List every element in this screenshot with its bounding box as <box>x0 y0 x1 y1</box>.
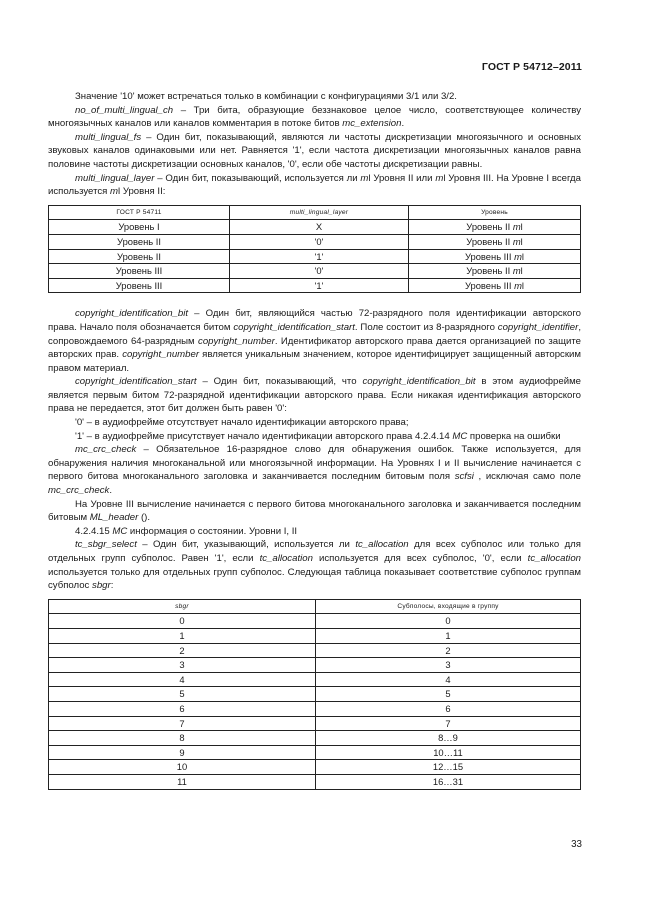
table-header-row <box>49 205 581 220</box>
table-row <box>49 658 581 673</box>
paragraph: На Уровне III вычисление начинается с первого битова многоканального заголовка и заканчивается последним битовым ML_header (). <box>48 498 581 524</box>
table-cell: Уровень III ml <box>409 249 581 264</box>
table-header-cell: Уровень <box>409 205 581 220</box>
table-cell: 0 <box>49 614 316 629</box>
table-cell: Уровень II ml <box>409 264 581 279</box>
table-cell: 4 <box>316 672 581 687</box>
page-number: 33 <box>571 839 582 850</box>
table-cell: Уровень II <box>49 234 230 249</box>
table-cell: 8 <box>49 731 316 746</box>
table-cell: '1' <box>230 249 409 264</box>
table-cell: 9 <box>49 745 316 760</box>
table-cell: '1' <box>230 278 409 293</box>
table-cell: Уровень I <box>49 220 230 235</box>
subband-group-table <box>48 599 581 790</box>
paragraph: Значение '10' может встречаться только в комбинации с конфигурациями 3/1 или 3/2. <box>75 91 457 102</box>
paragraph: multi_lingual_layer – Один бит, показывающий, используется ли ml Уровня II или ml Уровня III. На Уровне I всегда используется ml Уровня II: <box>48 172 581 198</box>
table-header-cell: ГОСТ Р 54711 <box>49 205 230 220</box>
table-cell: 10…11 <box>316 745 581 760</box>
table-cell: Уровень II <box>49 249 230 264</box>
table-cell: 5 <box>316 687 581 702</box>
table-cell: Уровень II ml <box>409 234 581 249</box>
table-header-cell: Субполосы, входящие в группу <box>316 599 581 614</box>
paragraph: '0' – в аудиофрейме отсутствует начало идентификации авторского права; <box>75 417 409 429</box>
table-row <box>49 687 581 702</box>
table-row <box>49 249 581 264</box>
section-heading: 4.2.4.15 MC информация о состоянии. Уровни I, II <box>75 525 298 537</box>
table-cell: 7 <box>316 716 581 731</box>
table-cell: X <box>230 220 409 235</box>
paragraph: tc_sbgr_select – Один бит, указывающий, используется ли tc_allocation для всех субполос или только для отдельных групп субполос. Равен '1', если tc_allocation используется для всех субполос, '0', если tc_allocation используется только для отдельных групп субполос. Следующая таблица показывает соответствие субполос группам субполос sbgr: <box>48 539 581 592</box>
table-cell: 11 <box>49 774 316 789</box>
table-cell: 0 <box>316 614 581 629</box>
table-cell: Уровень II ml <box>409 220 581 235</box>
table-row <box>49 745 581 760</box>
page-content <box>48 90 581 804</box>
table-cell: 5 <box>49 687 316 702</box>
paragraph: no_of_multi_lingual_ch – Три бита, образующие беззнаковое целое число, соответствующее количеству многоязычных каналов или каналов комментария в потоке битов mc_extension. <box>48 104 581 130</box>
table-cell: 2 <box>49 643 316 658</box>
paragraph: mc_crc_check – Обязательное 16-разрядное слово для обнаружения ошибок. Также используется, для обнаружения наличия многоканальной или многоязычной информации. На Уровнях I и II вычисление начинается с первого битова многоканального заголовка и заканчивается последним битовым поля scfsi , исключая само поле mc_crc_check. <box>48 444 581 497</box>
table-cell: 7 <box>49 716 316 731</box>
table-cell: Уровень III ml <box>409 278 581 293</box>
table-cell: 1 <box>316 628 581 643</box>
table-cell: 6 <box>49 701 316 716</box>
table-cell: 8…9 <box>316 731 581 746</box>
table-cell: 2 <box>316 643 581 658</box>
table-row <box>49 731 581 746</box>
table-cell: '0' <box>230 264 409 279</box>
table-row <box>49 672 581 687</box>
table-row <box>49 628 581 643</box>
table-cell: 10 <box>49 760 316 775</box>
table-cell: 12…15 <box>316 760 581 775</box>
table-row <box>49 760 581 775</box>
table-cell: 3 <box>49 658 316 673</box>
table-cell: 3 <box>316 658 581 673</box>
table-row <box>49 614 581 629</box>
table-row <box>49 278 581 293</box>
table-cell: '0' <box>230 234 409 249</box>
table-row <box>49 716 581 731</box>
table-cell: 4 <box>49 672 316 687</box>
paragraph: copyright_identification_bit – Один бит, являющийся частью 72-разрядного поля идентификации авторского права. Начало поля обозначается битом copyright_identification_start. Поле состоит из 8-разрядного copyright_identifier, сопровождаемого 64-разрядным copyright_number. Идентификатор авторского права дается организацией по защите авторских прав. copyright_number является уникальным значением, которое идентифицирует защищенный авторским правом материал. <box>48 308 581 374</box>
paragraph: '1' – в аудиофрейме присутствует начало идентификации авторского права 4.2.4.14 MC проверка на ошибки <box>75 430 561 442</box>
table-row <box>49 643 581 658</box>
table-header-cell: sbgr <box>49 599 316 614</box>
table-row <box>49 220 581 235</box>
table-header-row <box>49 599 581 614</box>
paragraph: multi_lingual_fs – Один бит, показывающий, являются ли частоты дискретизации многоязычного и основных звуковых каналов одинаковыми или нет. Равняется '1', если частота дискретизации многоязычных каналов равна половине частоты дискретизации основных каналов, '0', если обе частоты дискретизации равны. <box>48 131 581 170</box>
table-row <box>49 774 581 789</box>
table-cell: 6 <box>316 701 581 716</box>
table-row <box>49 701 581 716</box>
paragraph: copyright_identification_start – Один бит, показывающий, что copyright_identification_bit в этом аудиофрейме является первым битом 72-разрядной идентификации авторского права. Если никакая идентификация авторского права не передается, этот бит должен быть равен '0': <box>48 376 581 415</box>
table-cell: Уровень III <box>49 278 230 293</box>
table-header-cell: multi_lingual_layer <box>230 205 409 220</box>
table-cell: 1 <box>49 628 316 643</box>
document-header: ГОСТ Р 54712–2011 <box>481 61 582 73</box>
table-row <box>49 234 581 249</box>
layer-table <box>48 205 581 294</box>
table-row <box>49 264 581 279</box>
table-cell: 16…31 <box>316 774 581 789</box>
table-cell: Уровень III <box>49 264 230 279</box>
